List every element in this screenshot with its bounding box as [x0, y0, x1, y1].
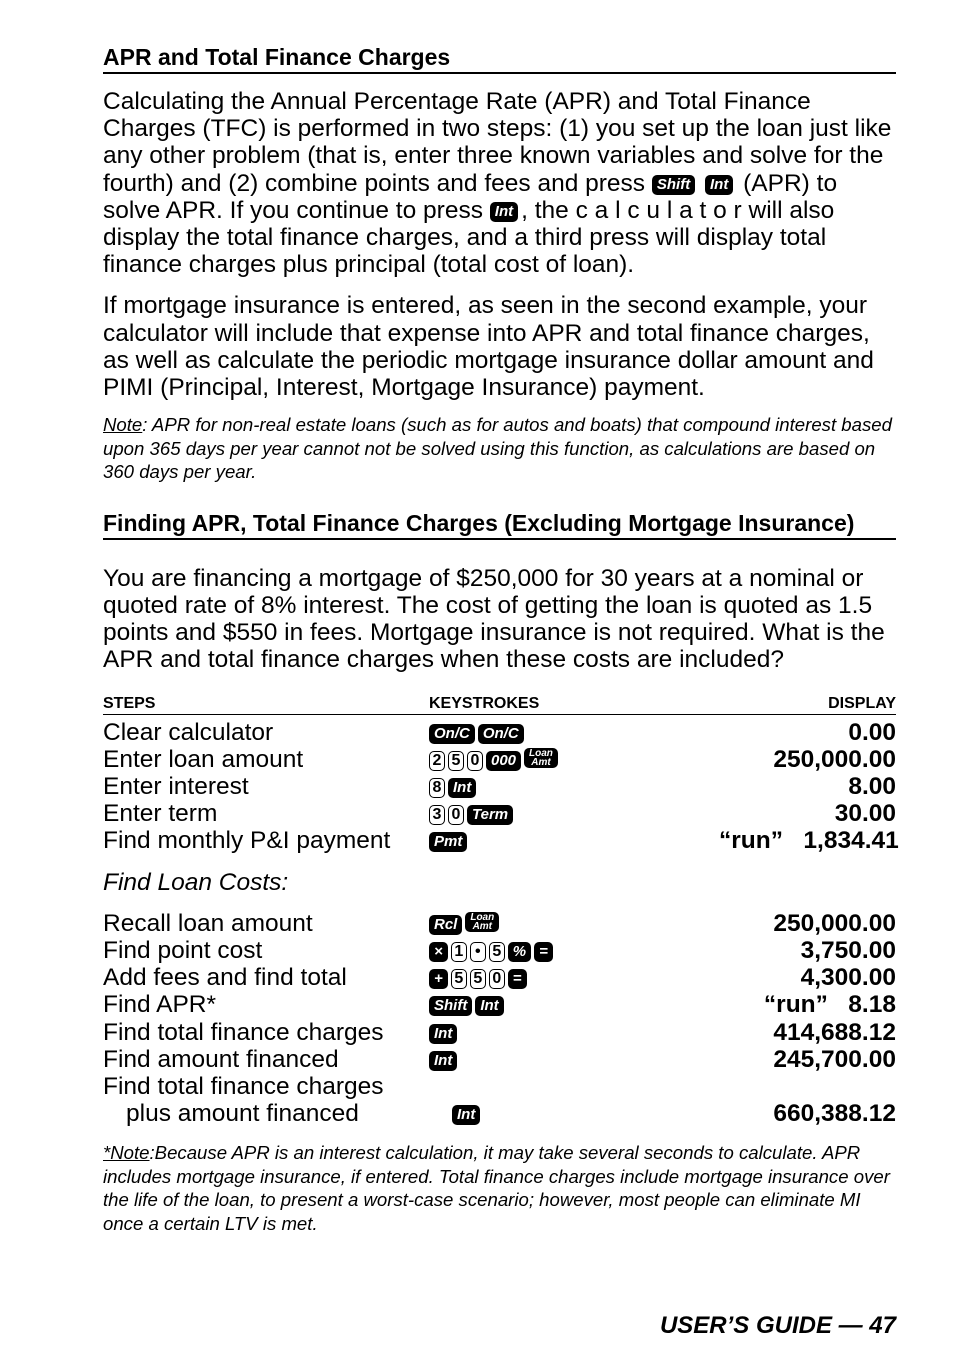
- step-label: plus amount financed: [126, 1100, 359, 1128]
- key-icon: Loan Amt: [524, 748, 558, 768]
- int-key: Int: [490, 202, 518, 222]
- key-icon: On/C: [429, 724, 475, 744]
- display-value: 245,700.00: [773, 1045, 896, 1073]
- display-value: 4,300.00: [800, 964, 896, 992]
- mortgage-insurance-paragraph: If mortgage insurance is entered, as seen in the second example, your calculator will include that expense into APR and total finance charges, as well as calculate the periodic mortgage insurance dollar amount and PIMI (Principal, Interest, Mortgage Insurance) payment.: [103, 292, 874, 402]
- table-row: [103, 773, 896, 800]
- key-icon: Shift: [429, 996, 472, 1016]
- table-row: [103, 937, 896, 964]
- key-icon: 3: [429, 805, 445, 825]
- manual-page: [103, 44, 899, 1235]
- step-label: Find monthly P&I payment: [103, 827, 391, 855]
- key-icon: On/C: [478, 724, 524, 744]
- example-heading: Finding APR, Total Finance Charges (Excluding Mortgage Insurance): [103, 510, 896, 540]
- key-icon: Rcl: [429, 915, 462, 935]
- step-label: Recall loan amount: [103, 909, 313, 937]
- keystrokes: [429, 910, 719, 937]
- step-label: Enter interest: [103, 772, 249, 800]
- keystrokes: [429, 719, 719, 746]
- page-footer: USER’S GUIDE — 47: [659, 1312, 896, 1339]
- steps-table-1: [103, 718, 899, 855]
- key-icon: 1: [451, 942, 467, 962]
- col-keystrokes: KEYSTROKES: [429, 694, 540, 712]
- key-icon: 5: [470, 969, 486, 989]
- key-icon: 000: [486, 751, 521, 771]
- section-heading: APR and Total Finance Charges: [103, 44, 896, 74]
- display-value: “run” 1,834.41: [719, 827, 899, 855]
- key-icon: 5: [451, 969, 467, 989]
- key-icon: Pmt: [429, 832, 467, 852]
- example-paragraph: You are financing a mortgage of $250,000 for 30 years at a nominal or quoted rate of 8% interest. The cost of getting the loan is quoted as 1.5 points and $550 in fees. Mortgage insurance is not required. What is the APR and total finance charges when these costs are included?: [103, 564, 885, 674]
- key-icon: ×: [429, 942, 448, 962]
- display-value: 250,000.00: [773, 745, 896, 773]
- key-icon: 5: [448, 751, 464, 771]
- key-icon: Int: [452, 1105, 480, 1125]
- intro-text-a: Calculating the Annual Percentage Rate (APR) and Total Finance Charges (TFC) is performed in two steps: (1) you set up the loan just like any other problem (that is, enter three known variables and solve for the fourth) and (2) combine points and fees and press: [103, 88, 892, 197]
- table-row: [103, 1073, 896, 1100]
- display-value: “run” 8.18: [763, 991, 896, 1019]
- display-value: [719, 1073, 896, 1100]
- table-row: [103, 991, 896, 1018]
- key-icon: Int: [475, 996, 503, 1016]
- footnote: *Note:Because APR is an interest calculation, it may take several seconds to calculate. APR includes mortgage insurance, if entered. Total finance charges include mortgage insurance over the life of the loan, to present a worst-case scenario; however, most people can eliminate MI once a certain LTV is met.: [103, 1142, 890, 1234]
- steps-table-2: [103, 910, 896, 1128]
- key-icon: 5: [489, 942, 505, 962]
- step-label: Find total finance charges: [103, 1018, 384, 1046]
- keystrokes: [429, 800, 719, 827]
- subheading-loan-costs: Find Loan Costs:: [103, 868, 289, 896]
- step-label: Find point cost: [103, 936, 263, 964]
- note: Note: APR for non-real estate loans (such as for autos and boats) that compound interest based upon 365 days per year cannot not be solved using this function, as calculations are based on 360 days per year.: [103, 414, 892, 483]
- key-icon: Term: [467, 805, 513, 825]
- step-label: Find APR*: [103, 991, 217, 1019]
- key-icon: Loan Amt: [465, 912, 499, 932]
- intro-text-c: , the c a l c u l a t o r will also display the total finance charges, and a third press will display total finance charges plus principal (total cost of loan).: [103, 196, 835, 279]
- int-key: Int: [705, 175, 733, 195]
- keystrokes: [429, 827, 719, 854]
- key-icon: 8: [429, 778, 445, 798]
- table-row: [103, 964, 896, 991]
- table-row: [103, 1046, 896, 1073]
- col-display: DISPLAY: [828, 694, 896, 712]
- table-row: [103, 1100, 896, 1127]
- keystrokes: [429, 937, 719, 964]
- key-icon: 0: [489, 969, 505, 989]
- display-value: 8.00: [848, 772, 896, 800]
- display-value: 0.00: [848, 718, 896, 746]
- table-row: [103, 827, 899, 855]
- key-icon: =: [508, 969, 527, 989]
- keystrokes: [429, 773, 719, 800]
- keystrokes: [452, 1100, 742, 1127]
- shift-key: Shift: [652, 175, 695, 195]
- intro-text-b: (APR) to solve APR. If you continue to press: [103, 169, 838, 224]
- key-icon: =: [534, 942, 553, 962]
- keystrokes: [429, 1019, 719, 1046]
- display-value: 414,688.12: [773, 1018, 896, 1046]
- key-icon: Int: [448, 778, 476, 798]
- table-row: [103, 1019, 896, 1046]
- table-header: [103, 694, 896, 715]
- table-row: [103, 800, 896, 827]
- keystrokes: [429, 1073, 719, 1100]
- display-value: 660,388.12: [773, 1100, 896, 1128]
- col-steps: STEPS: [103, 694, 156, 712]
- intro-paragraph: [103, 88, 896, 278]
- step-label: Enter term: [103, 800, 218, 828]
- keystrokes: [429, 1046, 719, 1073]
- step-label: Find amount financed: [103, 1045, 339, 1073]
- keystrokes: [429, 746, 719, 773]
- key-icon: Int: [429, 1024, 457, 1044]
- display-value: 30.00: [834, 800, 896, 828]
- table-row: [103, 719, 896, 746]
- display-value: 3,750.00: [800, 936, 896, 964]
- step-label: Clear calculator: [103, 718, 274, 746]
- key-icon: Int: [429, 1051, 457, 1071]
- keystrokes: [429, 991, 719, 1018]
- key-icon: 0: [467, 751, 483, 771]
- table-row: [103, 910, 896, 937]
- key-icon: 2: [429, 751, 445, 771]
- display-value: 250,000.00: [773, 909, 896, 937]
- key-icon: +: [429, 969, 448, 989]
- keystrokes: [429, 964, 719, 991]
- key-icon: •: [470, 942, 486, 962]
- step-label: Find total finance charges: [103, 1072, 384, 1100]
- key-icon: 0: [448, 805, 464, 825]
- table-row: [103, 746, 896, 773]
- step-label: Enter loan amount: [103, 745, 304, 773]
- step-label: Add fees and find total: [103, 964, 347, 992]
- key-icon: %: [508, 942, 531, 962]
